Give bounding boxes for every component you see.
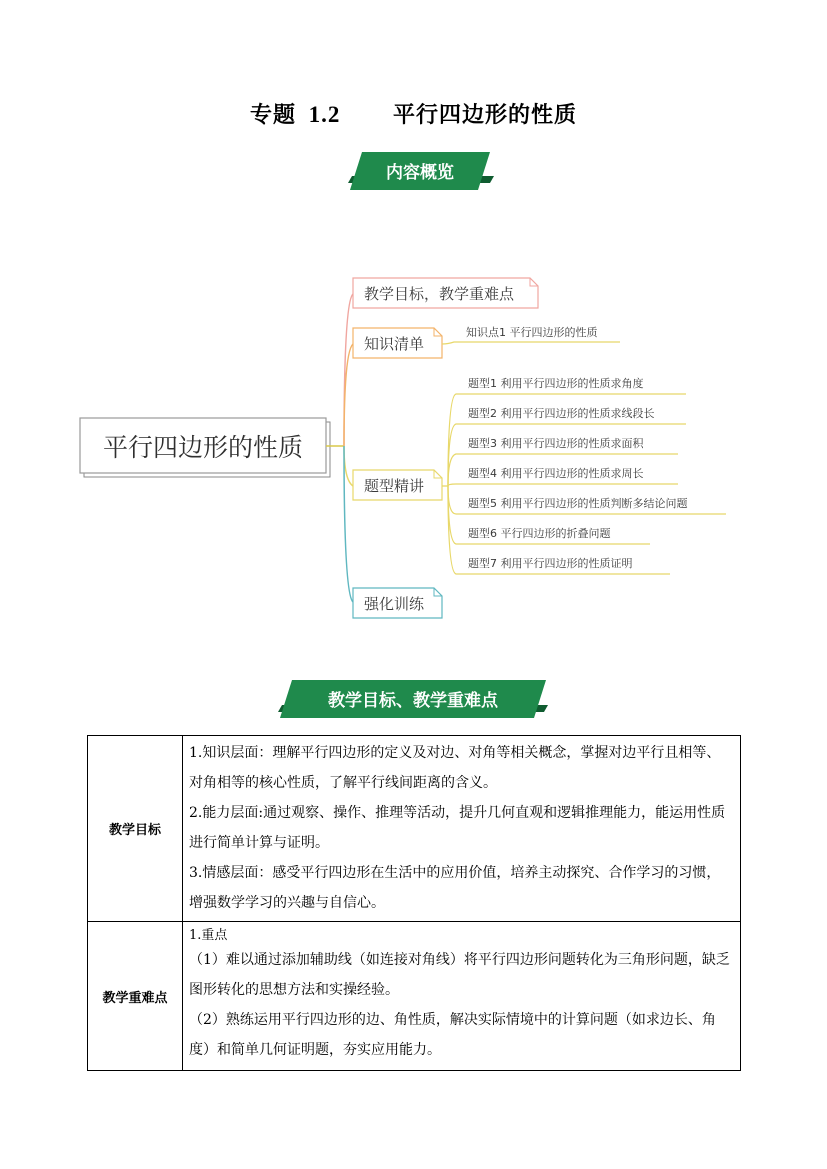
keypoint-line: （1）难以通过添加辅助线（如连接对角线）将平行四边形问题转化为三角形问题，缺乏图形转化的思想方法和实操经验。 (189, 951, 730, 998)
row-head-keypoints: 教学重难点 (88, 922, 183, 1071)
type-item: 题型2 利用平行四边形的性质求线段长 (468, 407, 655, 420)
branch-knowledge-label: 知识清单 (364, 335, 425, 353)
table-row (88, 736, 741, 922)
type-item: 题型1 利用平行四边形的性质求角度 (468, 377, 644, 390)
title-text: 平行四边形的性质 (393, 102, 578, 128)
overview-banner-label: 内容概览 (386, 163, 454, 183)
goal-line: 1.知识层面：理解平行四边形的定义及对边、对角等相关概念，掌握对边平行且相等、对角相等的核心性质，了解平行线间距离的含义。 (189, 745, 721, 791)
type-item: 题型3 利用平行四边形的性质求面积 (468, 437, 644, 450)
goals-banner-label: 教学目标、教学重难点 (328, 691, 498, 711)
type-item: 题型6 平行四边形的折叠问题 (468, 527, 611, 540)
keypoint-line: （2）熟练运用平行四边形的边、角性质，解决实际情境中的计算问题（如求边长、角度）和简单几何证明题，夯实应用能力。 (189, 1011, 716, 1058)
title-prefix: 专题 (249, 102, 296, 128)
goals-table (87, 735, 741, 1071)
table-row (88, 922, 741, 1071)
branch-types-label: 题型精讲 (364, 477, 425, 495)
mindmap-root-label: 平行四边形的性质 (102, 433, 304, 462)
type-item: 题型7 利用平行四边形的性质证明 (468, 557, 633, 570)
branch-training-label: 强化训练 (364, 595, 425, 613)
type-item: 题型5 利用平行四边形的性质判断多结论问题 (468, 497, 688, 510)
keypoint-label: 1.重点 (189, 927, 228, 943)
goal-line: 3.情感层面：感受平行四边形在生活中的应用价值，培养主动探究、合作学习的习惯，增强数学学习的兴趣与自信心。 (189, 865, 721, 911)
branch-goals-label: 教学目标，教学重难点 (364, 285, 515, 303)
row-body-keypoints (183, 922, 741, 1071)
knowledge-item: 知识点1 平行四边形的性质 (466, 326, 598, 339)
goal-line: 2.能力层面:通过观察、操作、推理等活动，提升几何直观和逻辑推理能力，能运用性质进行简单计算与证明。 (189, 805, 726, 851)
type-item: 题型4 利用平行四边形的性质求周长 (468, 467, 644, 480)
row-head-goals: 教学目标 (88, 736, 183, 922)
row-body-goals (183, 736, 741, 922)
title-number: 1.2 (308, 102, 341, 127)
